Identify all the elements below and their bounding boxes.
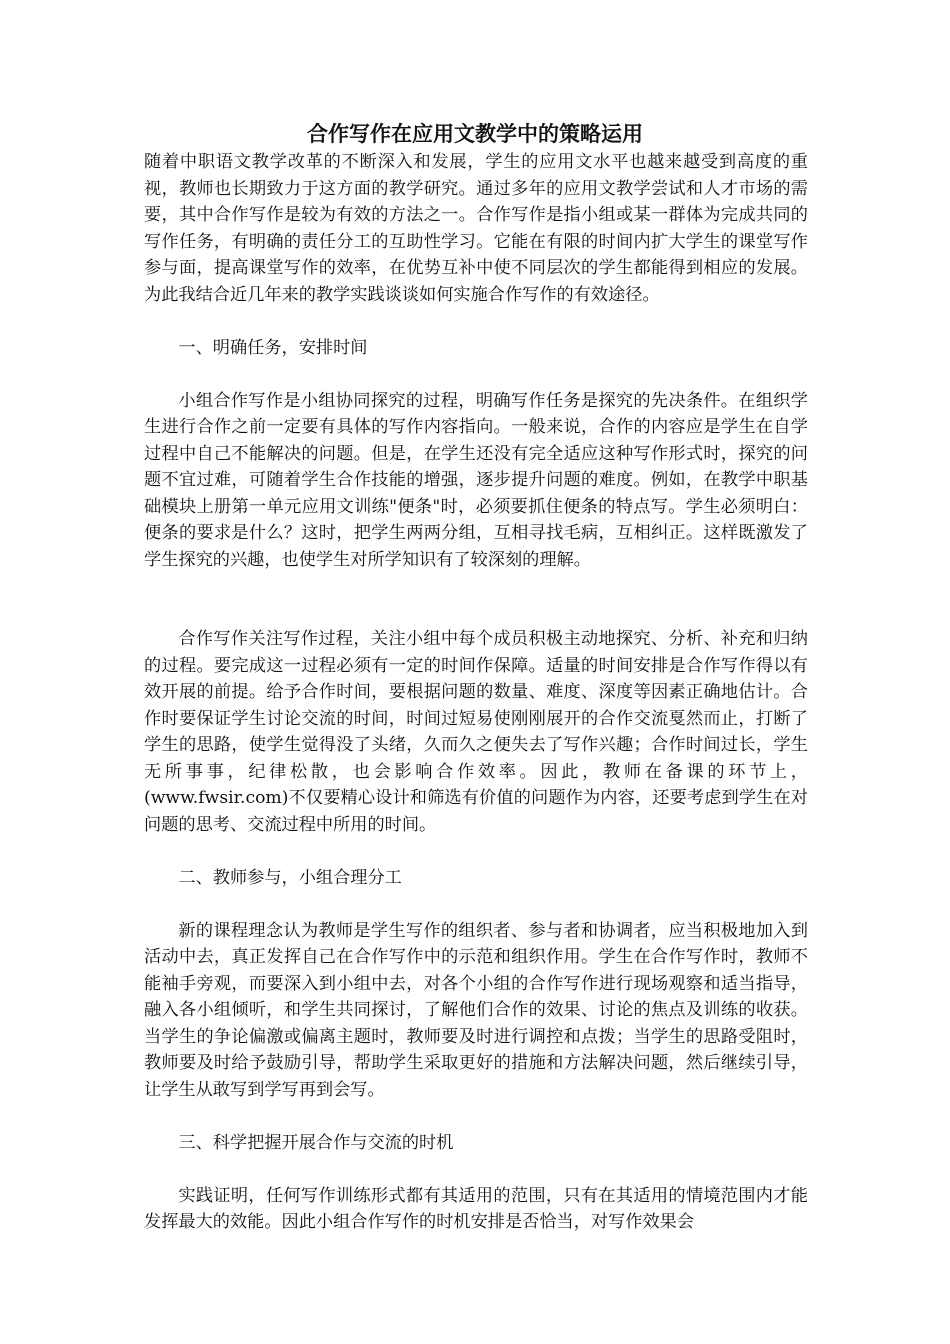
body-paragraph: 合作写作关注写作过程，关注小组中每个成员积极主动地探究、分析、补充和归纳的过程。要完成这一过程必须有一定的时间作保障。适量的时间安排是合作写作得以有效开展的前提。给予合作时间，要根据问题的数量、难度、深度等因素正确地估计。合作时要保证学生讨论交流的时间，时间过短易使刚刚展开的合作交流戛然而止，打断了学生的思路，使学生觉得没了头绪，久而久之便失去了写作兴趣；合作时间过长，学生无所事事，纪律松散，也会影响合作效率。因此，教师在备课的环节上，(www.fwsir.com)不仅要精心设计和筛选有价值的问题作为内容，还要考虑到学生在对问题的思考、交流过程中所用的时间。: [144, 629, 808, 835]
section-heading-1: 一、明确任务，安排时间: [178, 337, 368, 358]
body-paragraph: 新的课程理念认为教师是学生写作的组织者、参与者和协调者，应当积极地加入到活动中去，真正发挥自己在合作写作中的示范和组织作用。学生在合作写作时，教师不能袖手旁观，而要深入到小组中去，对各个小组的合作写作进行现场观察和适当指导，融入各小组倾听，和学生共同探讨，了解他们合作的效果、讨论的焦点及训练的收获。当学生的争论偏激或偏离主题时，教师要及时进行调控和点拨；当学生的思路受阻时，教师要及时给予鼓励引导，帮助学生采取更好的措施和方法解决问题，然后继续引导，让学生从敢写到学写再到会写。: [144, 920, 808, 1100]
intro-paragraph: 随着中职语文教学改革的不断深入和发展，学生的应用文水平也越来越受到高度的重视，教师也长期致力于这方面的教学研究。通过多年的应用文教学尝试和人才市场的需要，其中合作写作是较为有效的方法之一。合作写作是指小组或某一群体为完成共同的写作任务，有明确的责任分工的互助性学习。它能在有限的时间内扩大学生的课堂写作参与面，提高课堂写作的效率，在优势互补中使不同层次的学生都能得到相应的发展。为此我结合近几年来的教学实践谈谈如何实施合作写作的有效途径。: [144, 152, 808, 305]
section-heading-3: 三、科学把握开展合作与交流的时机: [178, 1132, 454, 1153]
document-body: [144, 149, 808, 1236]
section-heading-2: 二、教师参与，小组合理分工: [178, 867, 402, 888]
body-paragraph: 小组合作写作是小组协同探究的过程，明确写作任务是探究的先决条件。在组织学生进行合作之前一定要有具体的写作内容指向。一般来说，合作的内容应是学生在自学过程中自己不能解决的问题。但是，在学生还没有完全适应这种写作形式时，探究的问题不宜过难，可随着学生合作技能的增强，逐步提升问题的难度。例如，在教学中职基础模块上册第一单元应用文训练"便条"时，必须要抓住便条的特点写。学生必须明白：便条的要求是什么？这时，把学生两两分组，互相寻找毛病，互相纠正。这样既激发了学生探究的兴趣，也使学生对所学知识有了较深刻的理解。: [144, 390, 808, 570]
body-paragraph: 实践证明，任何写作训练形式都有其适用的范围，只有在其适用的情境范围内才能发挥最大的效能。因此小组合作写作的时机安排是否恰当，对写作效果会: [144, 1185, 808, 1232]
document-title: 合作写作在应用文教学中的策略运用: [307, 122, 643, 146]
